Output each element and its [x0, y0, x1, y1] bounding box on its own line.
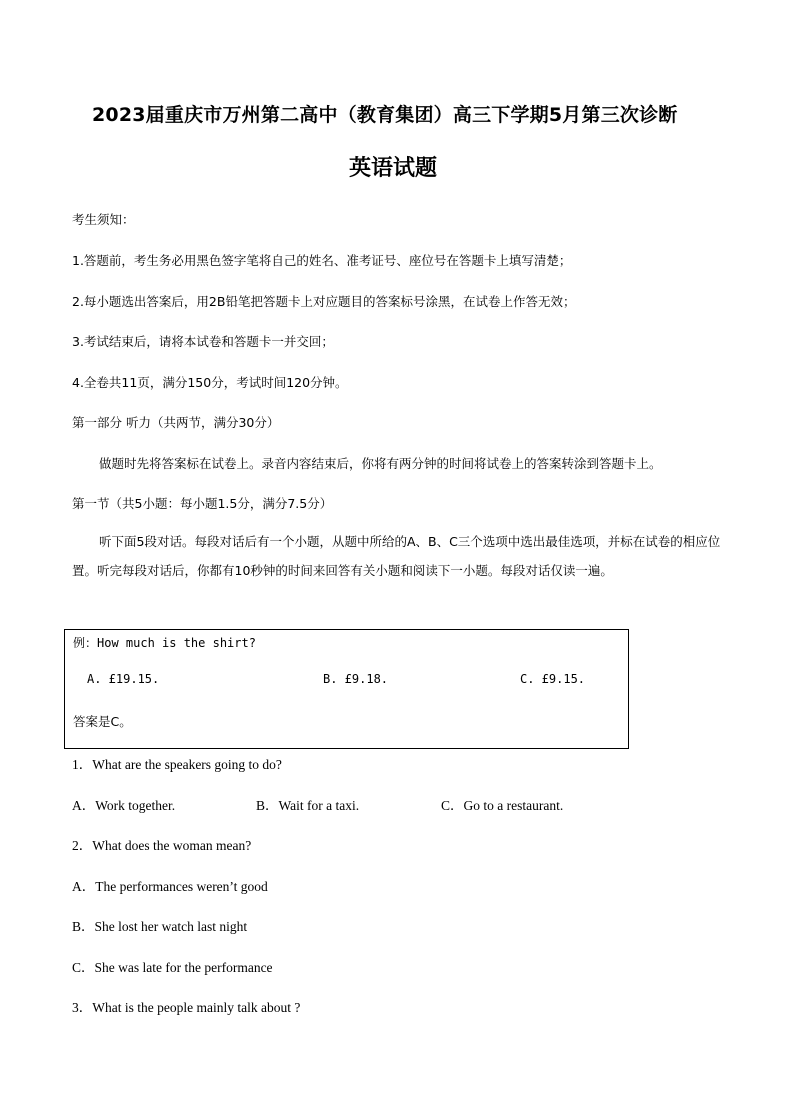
notice-heading: 考生须知：	[72, 212, 135, 227]
example-question: 例：How much is the shirt?	[73, 636, 256, 650]
example-option-c: C. £9.15.	[520, 672, 586, 686]
question-1-option-a: A．Work together.	[72, 798, 176, 813]
question-1-option-b: B．Wait for a taxi.	[256, 798, 360, 813]
question-1-option-c: C．Go to a restaurant.	[441, 798, 564, 813]
question-2-option-c: C．She was late for the performance	[72, 960, 273, 975]
question-2-option-b: B．She lost her watch last night	[72, 919, 248, 934]
example-answer: 答案是C。	[73, 714, 132, 729]
notice-item-2: 2.每小题选出答案后，用2B铅笔把答题卡上对应题目的答案标号涂黑，在试卷上作答无效；	[72, 294, 576, 309]
exam-title: 2023届重庆市万州第二高中（教育集团）高三下学期5月第三次诊断	[92, 104, 678, 126]
notice-item-3: 3.考试结束后，请将本试卷和答题卡一并交回；	[72, 334, 334, 349]
part1-instruction: 做题时先将答案标在试卷上。录音内容结束后，你将有两分钟的时间将试卷上的答案转涂到答题卡上。	[99, 456, 662, 471]
question-2-stem: 2．What does the woman mean?	[72, 838, 252, 853]
section1-heading: 第一节（共5小题：每小题1.5分，满分7.5分）	[72, 496, 333, 511]
notice-item-1: 1.答题前，考生务必用黑色签字笔将自己的姓名、准考证号、座位号在答题卡上填写清楚；	[72, 253, 572, 268]
notice-item-4: 4.全卷共11页，满分150分，考试时间120分钟。	[72, 375, 348, 390]
part1-heading: 第一部分 听力（共两节，满分30分）	[72, 415, 280, 430]
question-3-stem: 3．What is the people mainly talk about ?	[72, 1000, 301, 1015]
example-option-b: B. £9.18.	[323, 672, 389, 686]
exam-subtitle: 英语试题	[349, 156, 438, 181]
question-1-stem: 1．What are the speakers going to do?	[72, 757, 282, 772]
section1-instruction: 听下面5段对话。每段对话后有一个小题，从题中所给的A、B、C三个选项中选出最佳选项，并标在试卷的相应位置。听完每段对话后，你都有10秒钟的时间来回答有关小题和阅读下一小题。每段对话仅读一遍。	[72, 534, 721, 578]
example-box	[64, 629, 629, 749]
example-option-a: A. £19.15.	[87, 672, 160, 686]
question-2-option-a: A．The performances weren’t good	[72, 879, 268, 894]
